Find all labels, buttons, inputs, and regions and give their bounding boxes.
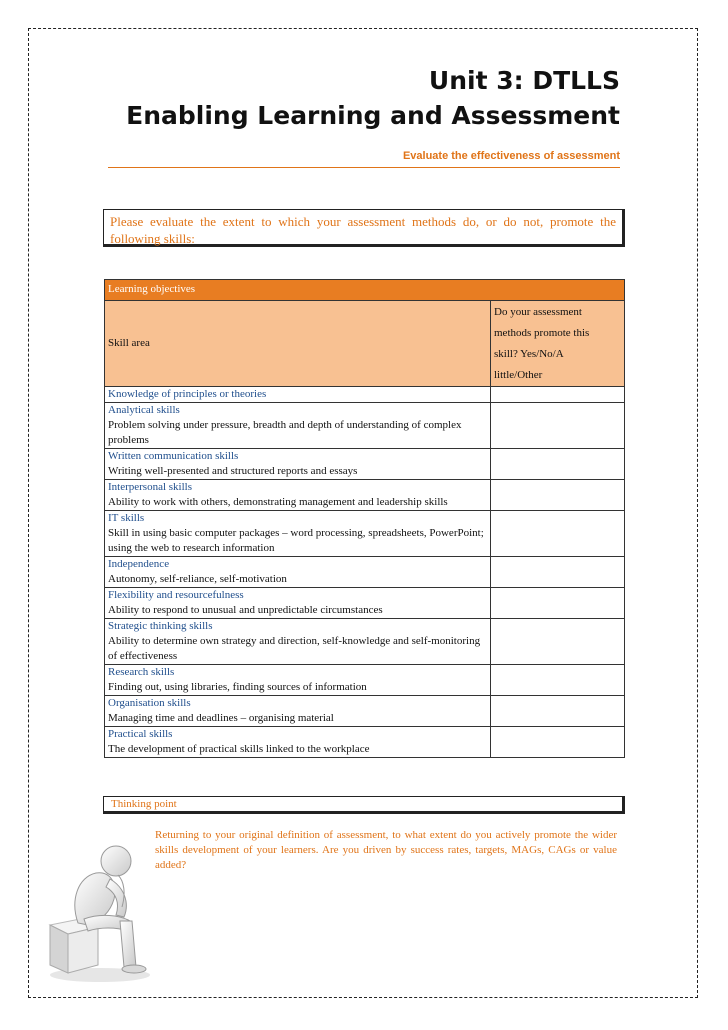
- skill-description: Finding out, using libraries, finding sources of information: [108, 681, 367, 693]
- table-row: [105, 727, 625, 758]
- skill-name: Strategic thinking skills: [108, 620, 213, 632]
- answer-cell[interactable]: [491, 511, 625, 557]
- skill-cell: [105, 588, 491, 619]
- skill-description: Ability to respond to unusual and unpredictable circumstances: [108, 604, 383, 616]
- skill-cell: [105, 387, 491, 403]
- answer-cell[interactable]: [491, 387, 625, 403]
- skill-description: Writing well-presented and structured reports and essays: [108, 465, 358, 477]
- title-divider: [108, 167, 620, 168]
- table-row: [105, 387, 625, 403]
- answer-cell[interactable]: [491, 588, 625, 619]
- skill-name: Analytical skills: [108, 404, 180, 416]
- answer-cell[interactable]: [491, 727, 625, 758]
- thinking-point-label: Thinking point: [103, 796, 625, 814]
- intro-instructions: Please evaluate the extent to which your assessment methods do, or do not, promote the following skills:: [103, 209, 625, 247]
- skill-name: IT skills: [108, 512, 145, 524]
- skill-name: Written communication skills: [108, 450, 239, 462]
- answer-header-line: skill? Yes/No/A: [494, 348, 564, 360]
- skill-name: Independence: [108, 558, 170, 570]
- skill-cell: [105, 727, 491, 758]
- answer-cell[interactable]: [491, 449, 625, 480]
- answer-cell[interactable]: [491, 480, 625, 511]
- skill-cell: [105, 511, 491, 557]
- skill-description: Managing time and deadlines – organising material: [108, 712, 334, 724]
- thinker-figure-icon: [40, 815, 160, 985]
- skill-description: Autonomy, self-reliance, self-motivation: [108, 573, 287, 585]
- skill-description: Problem solving under pressure, breadth and depth of understanding of complex problems: [108, 419, 462, 446]
- answer-header-line: little/Other: [494, 369, 543, 381]
- table-row: [105, 619, 625, 665]
- answer-header-line: methods promote this: [494, 327, 590, 339]
- skill-name: Interpersonal skills: [108, 481, 193, 493]
- skill-description: Ability to work with others, demonstrating management and leadership skills: [108, 496, 448, 508]
- skill-cell: [105, 619, 491, 665]
- skill-name: Knowledge of principles or theories: [108, 388, 267, 400]
- answer-cell[interactable]: [491, 619, 625, 665]
- answer-cell[interactable]: [491, 696, 625, 727]
- skill-cell: [105, 557, 491, 588]
- answer-column-header: [491, 301, 625, 387]
- unit-title: Unit 3: DTLLS: [428, 66, 620, 95]
- answer-cell[interactable]: [491, 665, 625, 696]
- table-row: [105, 557, 625, 588]
- table-header-row: [105, 280, 625, 301]
- answer-cell[interactable]: [491, 557, 625, 588]
- table-row: [105, 449, 625, 480]
- skill-name: Research skills: [108, 666, 175, 678]
- thinking-point-text: Returning to your original definition of assessment, to what extent do you actively promote the wider skills development of your learners. Are you driven by success rates, targets, MAGs, CAGs or value added?: [155, 829, 617, 871]
- skill-description: Skill in using basic computer packages – word processing, spreadsheets, PowerPoint; using the web to research information: [108, 527, 484, 554]
- table-row: [105, 511, 625, 557]
- skills-table: [104, 279, 625, 758]
- answer-cell[interactable]: [491, 403, 625, 449]
- skill-description: Ability to determine own strategy and direction, self-knowledge and self-monitoring of effectiveness: [108, 635, 481, 662]
- skill-name: Flexibility and resourcefulness: [108, 589, 244, 601]
- skill-area-header: Skill area: [105, 301, 491, 387]
- skill-name: Practical skills: [108, 728, 173, 740]
- skill-description: The development of practical skills linked to the workplace: [108, 743, 370, 755]
- skill-cell: [105, 665, 491, 696]
- skill-cell: [105, 696, 491, 727]
- page-title: Enabling Learning and Assessment: [126, 101, 620, 130]
- skill-cell: [105, 480, 491, 511]
- answer-header-line: Do your assessment: [494, 306, 582, 318]
- table-row: [105, 480, 625, 511]
- table-row: [105, 665, 625, 696]
- skill-cell: [105, 403, 491, 449]
- page-subtitle: Evaluate the effectiveness of assessment: [402, 150, 620, 162]
- skill-name: Organisation skills: [108, 697, 191, 709]
- learning-objectives-header: Learning objectives: [105, 280, 625, 301]
- skill-cell: [105, 449, 491, 480]
- table-row: [105, 588, 625, 619]
- table-row: [105, 696, 625, 727]
- table-subheader-row: [105, 301, 625, 387]
- table-row: [105, 403, 625, 449]
